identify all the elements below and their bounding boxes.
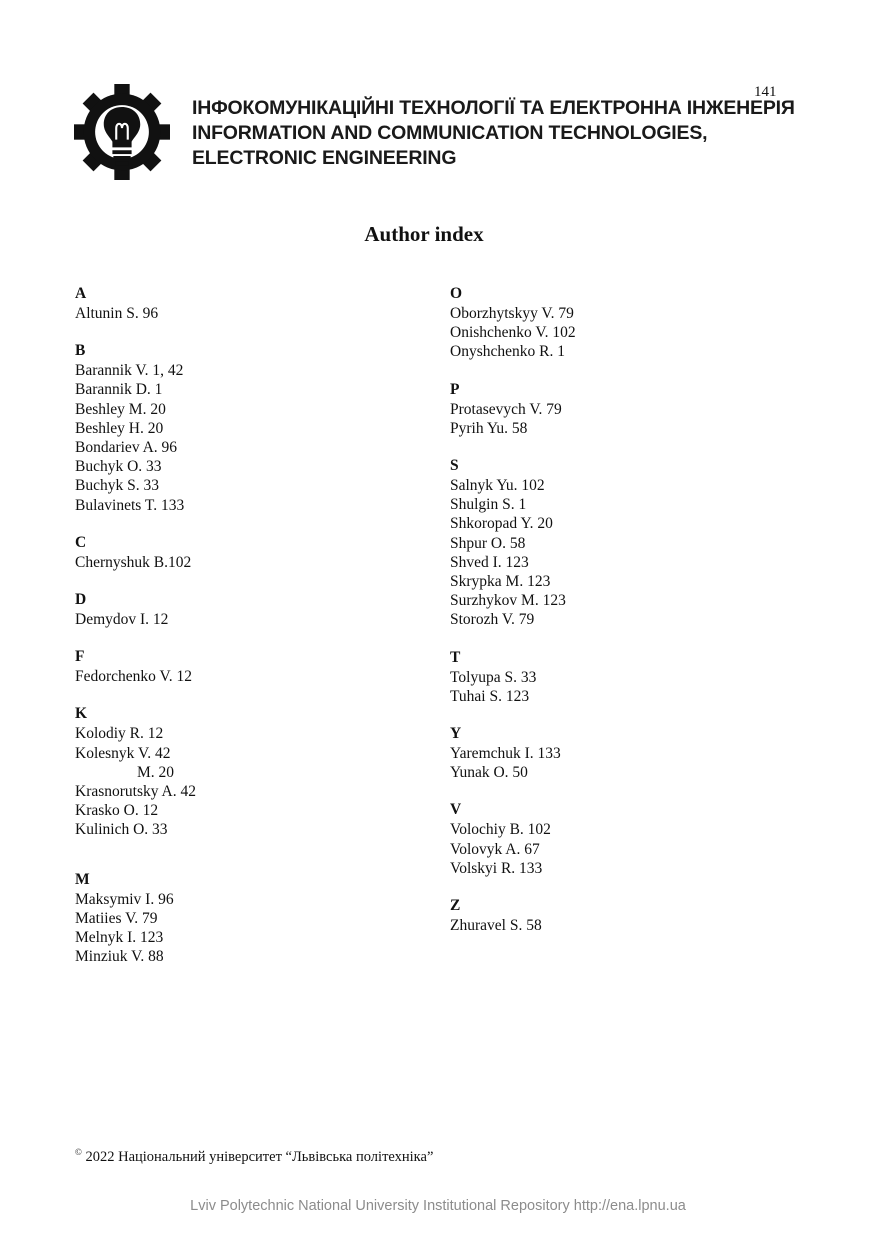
author-entry: Storozh V. 79 bbox=[450, 611, 535, 629]
index-group-t bbox=[450, 648, 780, 706]
author-entry: Bulavinets T. 133 bbox=[75, 496, 185, 514]
author-entry: Altunin S. 96 bbox=[75, 305, 159, 322]
author-entry: Skrypka M. 123 bbox=[450, 573, 551, 591]
author-entry: Demydov I. 12 bbox=[75, 611, 169, 629]
author-entry: Bondariev A. 96 bbox=[75, 439, 178, 457]
index-letter: A bbox=[75, 285, 87, 302]
index-letter: D bbox=[75, 591, 87, 609]
journal-title-english-line1: INFORMATION AND COMMUNICATION TECHNOLOGIES, bbox=[192, 122, 708, 144]
author-entry: Shved I. 123 bbox=[450, 553, 529, 571]
journal-title-english-line2: ELECTRONIC ENGINEERING bbox=[192, 147, 457, 169]
author-entry: Surzhykov M. 123 bbox=[450, 592, 566, 610]
author-entry: Kulinich O. 33 bbox=[75, 821, 168, 839]
index-letter: C bbox=[75, 533, 87, 551]
author-entry: Chernyshuk B.102 bbox=[75, 553, 192, 571]
journal-header bbox=[74, 82, 794, 186]
copyright-notice bbox=[75, 1147, 433, 1166]
author-entry: Pyrih Yu. 58 bbox=[450, 419, 528, 437]
index-group-f bbox=[75, 647, 405, 686]
author-entry: Buchyk S. 33 bbox=[75, 477, 159, 495]
author-entry: Fedorchenko V. 12 bbox=[75, 668, 192, 686]
index-group-k bbox=[75, 704, 405, 839]
index-letter: P bbox=[450, 380, 460, 398]
author-entry: Zhuravel S. 58 bbox=[450, 917, 542, 935]
index-group-y bbox=[450, 724, 780, 782]
author-entry: Onishchenko V. 102 bbox=[450, 324, 576, 342]
author-entry: Shkoropad Y. 20 bbox=[450, 515, 553, 533]
page-number: 141 bbox=[754, 84, 777, 100]
author-entry: Yaremchuk I. 133 bbox=[450, 745, 561, 763]
author-entry: Yunak O. 50 bbox=[450, 764, 528, 782]
journal-title bbox=[192, 96, 795, 171]
index-group-z bbox=[450, 896, 780, 935]
author-entry: Krasnorutsky A. 42 bbox=[75, 783, 196, 801]
index-letter: Y bbox=[450, 725, 462, 743]
author-entry: Volochiy B. 102 bbox=[450, 821, 551, 839]
author-index-right-column bbox=[450, 284, 780, 953]
repository-footer: Lviv Polytechnic National University Institutional Repository http://ena.lpnu.ua bbox=[190, 1198, 686, 1214]
copyright-text: 2022 Національний університет “Львівська політехніка” bbox=[85, 1149, 434, 1165]
author-entry: Salnyk Yu. 102 bbox=[450, 477, 545, 495]
index-letter: K bbox=[75, 705, 88, 723]
author-entry: M. 20 bbox=[137, 763, 175, 781]
author-entry: Krasko O. 12 bbox=[75, 802, 159, 820]
page-title: Author index bbox=[364, 222, 484, 246]
author-entry: Barannik D. 1 bbox=[75, 381, 163, 399]
index-group-m bbox=[75, 870, 405, 967]
index-group-o bbox=[450, 284, 780, 362]
author-entry: Onyshchenko R. 1 bbox=[450, 343, 565, 361]
index-letter: T bbox=[450, 648, 461, 666]
author-entry: Beshley H. 20 bbox=[75, 419, 164, 437]
author-entry: Tuhai S. 123 bbox=[450, 687, 530, 705]
index-group-c bbox=[75, 533, 405, 572]
author-entry: Volovyk A. 67 bbox=[450, 840, 540, 858]
index-letter: S bbox=[450, 457, 459, 475]
index-group-b bbox=[75, 341, 405, 515]
author-entry: Minziuk V. 88 bbox=[75, 948, 164, 966]
author-entry: Shulgin S. 1 bbox=[450, 496, 527, 514]
gear-lightbulb-logo-icon bbox=[74, 82, 170, 182]
index-letter: F bbox=[75, 648, 85, 666]
author-entry: Tolyupa S. 33 bbox=[450, 668, 537, 686]
author-index-left-column bbox=[75, 284, 405, 984]
index-group-s bbox=[450, 456, 780, 630]
index-letter: Z bbox=[450, 897, 461, 915]
index-letter: O bbox=[450, 285, 463, 302]
author-entry: Maksymiv I. 96 bbox=[75, 890, 174, 908]
index-letter: V bbox=[450, 801, 462, 819]
author-entry: Barannik V. 1, 42 bbox=[75, 362, 184, 380]
index-letter: M bbox=[75, 870, 90, 888]
author-entry: Protasevych V. 79 bbox=[450, 400, 562, 418]
author-entry: Kolodiy R. 12 bbox=[75, 725, 164, 743]
author-entry: Volskyi R. 133 bbox=[450, 859, 543, 877]
index-group-a bbox=[75, 284, 405, 323]
author-entry: Oborzhytskyy V. 79 bbox=[450, 305, 574, 322]
index-group-p bbox=[450, 380, 780, 438]
index-group-v bbox=[450, 800, 780, 878]
journal-title-ukrainian: ІНФОКОМУНІКАЦІЙНІ ТЕХНОЛОГІЇ ТА ЕЛЕКТРОННА ІНЖЕНЕРІЯ bbox=[192, 97, 795, 119]
author-entry: Shpur O. 58 bbox=[450, 534, 526, 552]
index-group-d bbox=[75, 590, 405, 629]
copyright-symbol: © bbox=[75, 1147, 82, 1157]
author-entry: Beshley M. 20 bbox=[75, 400, 166, 418]
author-entry: Buchyk O. 33 bbox=[75, 458, 162, 476]
author-entry: Matiies V. 79 bbox=[75, 909, 158, 927]
author-entry: Melnyk I. 123 bbox=[75, 929, 164, 947]
index-letter: B bbox=[75, 342, 86, 360]
author-entry: Kolesnyk V. 42 bbox=[75, 744, 171, 762]
